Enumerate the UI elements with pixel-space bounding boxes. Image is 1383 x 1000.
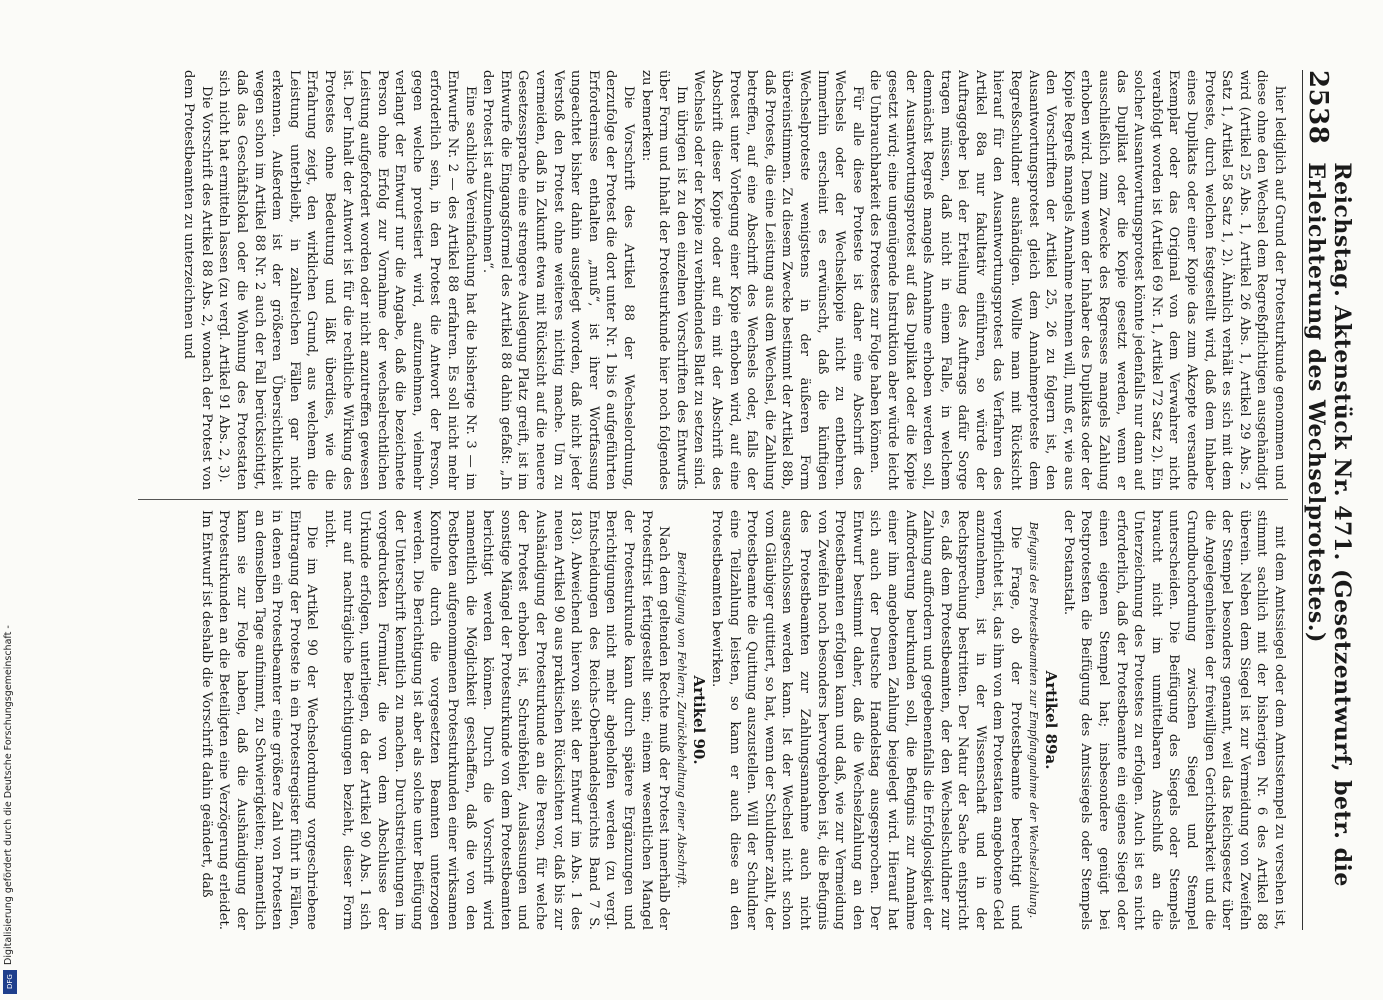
paragraph: Die im Artikel 90 der Wechselordnung vorgeschriebene Eintragung der Proteste in ein Protestregister führt in Fällen, in denen ein Protestbeamter eine größere Zahl von Protesten an demselben Tage aufnimmt, zu Schwierigkeiten; namentlich kann sie zur Folge haben, daß die Aushändigung der Protesturkunden an die Beteiligten eine Verzögerung erleidet. Im Entwurf ist deshalb die Vorschrift dahin geändert, daß — [198, 510, 320, 930]
paragraph: Eine sachliche Vereinfachung hat die bisherige Nr. 3 — im Entwurfe Nr. 2 — des Artikel 88 erfahren. Es soll nicht mehr erforderlich sein, in den Protest die Antwort der Person, gegen welche protestiert wird, aufzunehmen, vielmehr verlangt der Entwurf nur die Angabe, daß die bezeichnete Person ohne Erfolg zur Vornahme der wechselrechtlichen Leistung aufgefordert worden oder nicht anzutreffen gewesen ist. Der Inhalt der Antwort ist für die rechtliche Wirkung des Protestes ohne Bedeutung und läßt überdies, wie die Erfahrung zeigt, den wirklichen Grund, aus welchem die Leistung unterbleibt, in zahlreichen Fällen gar nicht erkennen. Außerdem ist der größeren Übersichtlichkeit wegen schon im Artikel 88 Nr. 2 auch der Fall berücksichtigt, daß das Geschäftslokal oder die Wohnung des Protestaten sich nicht hat ermitteln lassen (zu vergl. Artikel 91 Abs. 2, 3). — [216, 70, 478, 490]
paragraph: Nach dem geltenden Rechte muß der Protest innerhalb der Protestfrist fertiggestellt sein; einem wesentlichen Mangel der Protesturkunde kann durch spätere Ergänzungen und Berichtigungen nicht mehr abgeholfen werden (zu vergl. Entscheidungen des Reichs-Oberhandelsgerichts Band 7 S. 183). Abweichend hiervon sieht der Entwurf im Abs. 1 des neuen Artikel 90 aus praktischen Rücksichten vor, daß bis zur Aushändigung der Protesturkunde an die Person, für welche der Protest erhoben ist, Schreibfehler, Auslassungen und sonstige Mängel der Protesturkunde von dem Protestbeamten berichtigt werden können. Durch die Vorschrift wird namentlich die Möglichkeit geschaffen, daß die von den Postboten aufgenommenen Protesturkunden einer wirksamen Kontrolle durch die vorgesetzten Beamten unterzogen werden. Die Berichtigung ist aber als solche unter Beifügung der Unterschrift kenntlich zu machen. Durchstreichungen im vorgedruckten Formular, die von dem Abschlusse der Urkunde erfolgen, unterliegen, da der Artikel 90 Abs. 1 sich nur auf nachträgliche Berichtigungen bezieht, dieser Form nicht. — [321, 510, 672, 930]
paragraph: Die Vorschrift des Artikel 88 der Wechselordnung, derzufolge der Protest die dort unter Nr. 1 bis 6 aufgeführten Erfordernisse enthalten „muß“, ist ihrer Wortfassung ungeachtet bisher dahin ausgelegt worden, daß nicht jeder Verstoß den Protest ohne weiteres nichtig mache. Um zu vermeiden, daß in Zukunft etwa mit Rücksicht auf die neuere Gesetzessprache eine strengere Auslegung Platz greift, ist im Entwurfe die Eingangsformel des Artikel 88 dahin gefaßt: „In den Protest ist aufzunehmen“. — [480, 70, 637, 490]
paragraph: mit dem Amtssiegel oder dem Amtsstempel zu versehen ist, stimmt sachlich mit der bisherigen Nr. 6 des Artikel 88 überein. Neben dem Siegel ist zur Vermeidung von Zweifeln der Stempel besonders genannt, weil das Reichsgesetz über die Angelegenheiten der freiwilligen Gerichtsbarkeit und die Grundbuchordnung zwischen Siegel und Stempel unterscheiden. Die Beifügung des Siegels oder Stempels braucht nicht im unmittelbaren Anschluß an die Unterzeichnung des Protestes zu erfolgen. Auch ist es nicht erforderlich, daß der Protestbeamte ein eigenes Siegel oder einen eigenen Stempel hat; insbesondere genügt bei Postprotesten die Beifügung des Amtssiegels oder Stempels der Postanstalt. — [1060, 510, 1287, 930]
article-heading: Artikel 90. — [690, 675, 709, 765]
digitization-note — [0, 0, 20, 1000]
paragraph: Für alle diese Proteste ist daher eine Abschrift des Wechsels oder der Wechselkopie nicht zu entbehren. Immerhin erscheint es erwünscht, daß die künftigen Wechselproteste wenigstens in der äußeren Form übereinstimmen. Zu diesem Zwecke bestimmt der Artikel 88b, daß Proteste, die eine Leistung aus dem Wechsel, die Zahlung betreffen, auf eine Abschrift des Wechsels oder, falls der Protest unter Vorlegung einer Kopie erhoben wird, auf eine Abschrift dieser Kopie oder auf ein mit der Abschrift des Wechsels oder der Kopie zu verbindendes Blatt zu setzen sind. — [691, 70, 865, 490]
article-subheading: Berichtigung von Fehlern; Zurückbehaltung einer Abschrift. — [674, 551, 688, 889]
digitization-note-text: Digitalisierung gefördert durch die Deutsche Forschungsgemeinschaft - — [3, 625, 14, 965]
paragraph: hier lediglich auf Grund der Protesturkunde genommen und diese ohne den Wechsel dem Regreßpflichtigen ausgehändigt wird (Artikel 25 Abs. 1, Artikel 26 Abs. 1, Artikel 29 Abs. 2 Satz 1, Artikel 58 Satz 1, 2). Ähnlich verhält es sich mit dem Proteste, durch welchen festgestellt wird, daß dem Inhaber eines Duplikats oder einer Kopie das zum Akzepte versandte Exemplar oder das Original von dem Verwahrer nicht verabfolgt worden ist (Artikel 69 Nr. 1, Artikel 72 Satz 2). Ein solcher Ausantwortungsprotest könnte jedenfalls nur dann auf das Duplikat oder die Kopie gesetzt werden, wenn er ausschließlich zum Zwecke des Regresses mangels Zahlung erhoben wird. Denn wenn der Inhaber des Duplikats oder der Kopie Regreß mangels Annahme nehmen will, muß er, wie aus den Vorschriften der Artikel 25, 26 zu folgern ist, den Ausantwortungsprotest gleich dem Annahmeproteste dem Regreßschuldner aushändigen. Wollte man mit Rücksicht hierauf für den Ausantwortungsprotest das Verfahren des Artikel 88a nur fakultativ einführen, so würde der Auftraggeber bei der Erteilung des Auftrags dafür Sorge tragen müssen, daß nicht in einem Falle, in welchem demnächst Regreß mangels Annahme erhoben werden soll, der Ausantwortungsprotest auf das Duplikat oder die Kopie gesetzt wird; eine ungenügende Instruktion aber würde leicht die Unbrauchbarkeit des Protestes zur Folge haben können. — [867, 70, 1287, 490]
article-subheading: Befugnis des Protestbeamten zur Empfangnahme der Wechselzahlung. — [1026, 521, 1040, 919]
right-column — [138, 510, 1288, 930]
paragraph: Die Frage, ob der Protestbeamte berechtigt und verpflichtet ist, das ihm von dem Protestaten angebotene Geld anzunehmen, ist in der Wissenschaft und in der Rechtsprechung bestritten. Der Natur der Sache entspricht es, daß dem Protestbeamten, der den Wechselschuldner zur Zahlung auffordern und gegebenenfalls die Erfolglosigkeit der Aufforderung beurkunden soll, die Befugnis zur Annahme einer ihm angebotenen Zahlung beigelegt wird. Hierauf hat sich auch der Deutsche Handelstag ausgesprochen. Der Entwurf bestimmt daher, daß die Wechselzahlung an den Protestbeamten erfolgen kann und daß, wie zur Vermeidung von Zweifeln noch besonders hervorgehoben ist, die Befugnis des Protestbeamten zur Zahlungsannahme auch nicht ausgeschlossen werden kann. Ist der Wechsel nicht schon vom Gläubiger quittiert, so hat, wenn der Schuldner zahlt, der Protestbeamte die Quittung auszustellen. Will der Schuldner eine Teilzahlung leisten, so kann er auch diese an den Protestbeamten bewirken. — [709, 510, 1024, 930]
article-heading: Artikel 89a. — [1042, 670, 1061, 770]
column-divider — [138, 499, 1288, 500]
page-number: 2538 — [1303, 70, 1333, 145]
header-title: Reichstag. Aktenstück Nr. 471. (Gesetzentwurf, betr. die Erleichterung des Wechselprotestes.) — [1303, 162, 1355, 887]
paragraph: Die Vorschrift des Artikel 88 Abs. 2, wonach der Protest von dem Protestbeamten zu unterzeichnen und — [181, 70, 214, 490]
page-header — [1302, 70, 1355, 930]
left-column — [138, 70, 1288, 490]
paragraph: Im übrigen ist zu den einzelnen Vorschriften des Entwurfs über Form und Inhalt der Protesturkunde hier noch folgendes zu bemerken: — [638, 70, 689, 490]
dfg-logo: DFG — [3, 970, 17, 994]
